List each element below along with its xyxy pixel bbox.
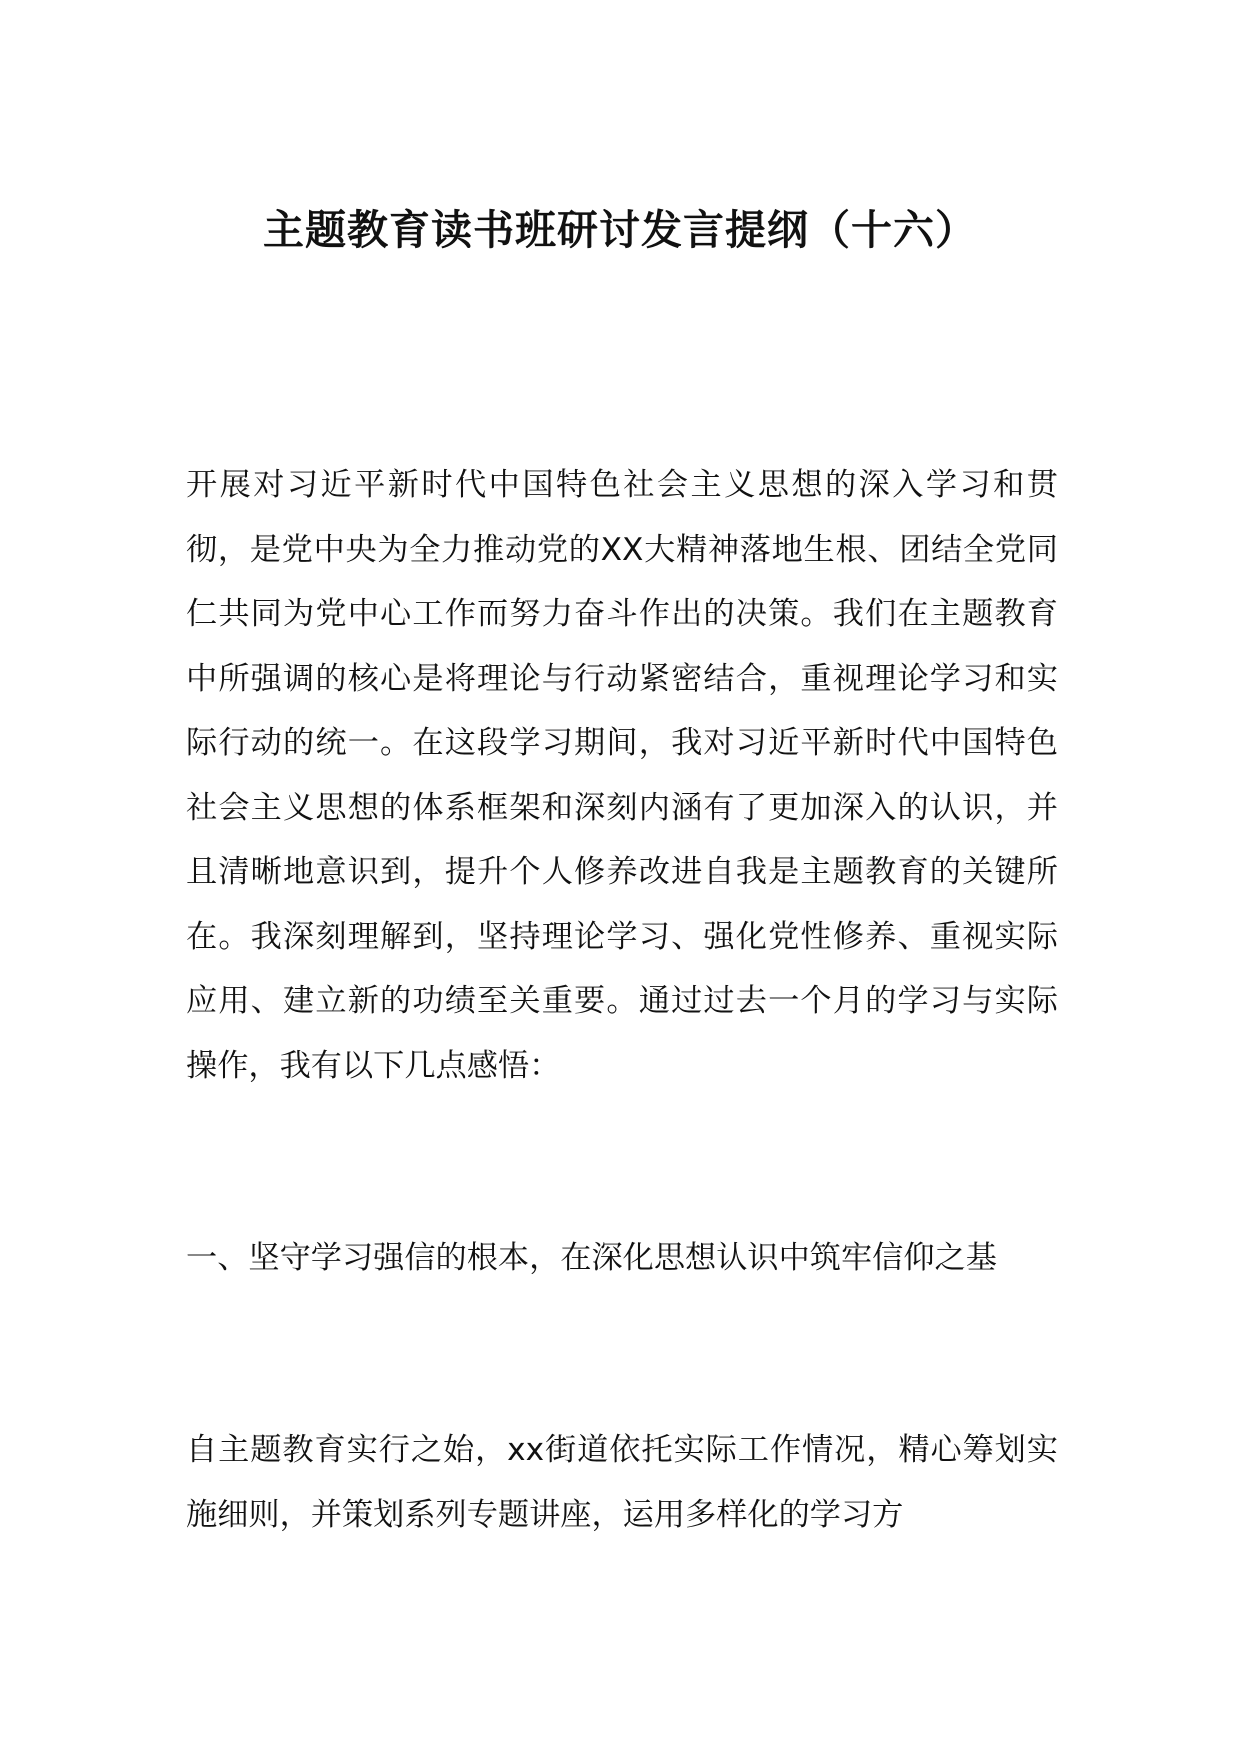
section-paragraph: 自主题教育实行之始，xx街道依托实际工作情况，精心筹划实施细则，并策划系列专题讲座，运用多样化的学习方 (186, 1432, 1058, 1533)
section-heading: 一、坚守学习强信的根本，在深化思想认识中筑牢信仰之基 (186, 1240, 997, 1276)
intro-paragraph: 开展对习近平新时代中国特色社会主义思想的深入学习和贯彻，是党中央为全力推动党的XX大精神落地生根、团结全党同仁共同为党中心工作而努力奋斗作出的决策。我们在主题教育中所强调的核心是将理论与行动紧密结合，重视理论学习和实际行动的统一。在这段学习期间，我对习近平新时代中国特色社会主义思想的体系框架和深刻内涵有了更加深入的认识，并且清晰地意识到，提升个人修养改进自我是主题教育的关键所在。我深刻理解到，坚持理论学习、强化党性修养、重视实际应用、建立新的功绩至关重要。通过过去一个月的学习与实际操作，我有以下几点感悟： (186, 467, 1058, 1084)
document-title: 主题教育读书班研讨发言提纲（十六） (263, 206, 977, 254)
